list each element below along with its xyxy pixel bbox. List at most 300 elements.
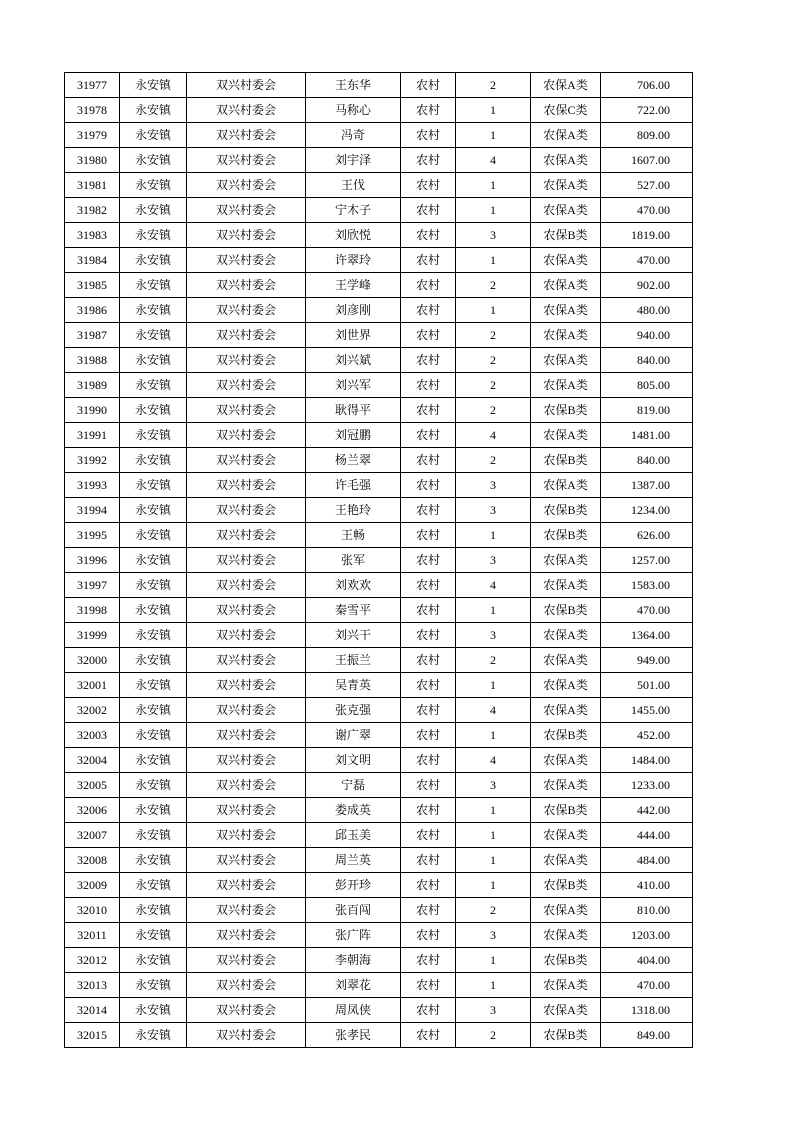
cell-amount: 849.00 xyxy=(601,1023,693,1048)
table-row xyxy=(65,398,693,423)
cell-insurance-category: 农保A类 xyxy=(531,473,601,498)
cell-record-id: 31993 xyxy=(65,473,120,498)
cell-amount: 949.00 xyxy=(601,648,693,673)
cell-amount: 1234.00 xyxy=(601,498,693,523)
cell-person-name: 张克强 xyxy=(306,698,401,723)
cell-insurance-category: 农保A类 xyxy=(531,73,601,98)
cell-record-id: 31986 xyxy=(65,298,120,323)
cell-person-name: 许毛强 xyxy=(306,473,401,498)
cell-insurance-category: 农保A类 xyxy=(531,973,601,998)
cell-village-committee: 双兴村委会 xyxy=(187,698,306,723)
cell-amount: 1484.00 xyxy=(601,748,693,773)
cell-household-count: 4 xyxy=(456,423,531,448)
cell-town: 永安镇 xyxy=(120,1023,187,1048)
cell-amount: 809.00 xyxy=(601,123,693,148)
cell-person-name: 王伐 xyxy=(306,173,401,198)
table-row xyxy=(65,498,693,523)
cell-town: 永安镇 xyxy=(120,523,187,548)
cell-record-id: 31984 xyxy=(65,248,120,273)
cell-record-id: 32006 xyxy=(65,798,120,823)
cell-amount: 1455.00 xyxy=(601,698,693,723)
cell-residence-type: 农村 xyxy=(401,498,456,523)
cell-town: 永安镇 xyxy=(120,898,187,923)
cell-amount: 1203.00 xyxy=(601,923,693,948)
cell-insurance-category: 农保A类 xyxy=(531,173,601,198)
cell-amount: 840.00 xyxy=(601,348,693,373)
cell-town: 永安镇 xyxy=(120,448,187,473)
cell-record-id: 32002 xyxy=(65,698,120,723)
table-row xyxy=(65,823,693,848)
cell-residence-type: 农村 xyxy=(401,848,456,873)
cell-insurance-category: 农保A类 xyxy=(531,673,601,698)
table-row xyxy=(65,248,693,273)
cell-record-id: 31983 xyxy=(65,223,120,248)
cell-town: 永安镇 xyxy=(120,548,187,573)
cell-household-count: 1 xyxy=(456,948,531,973)
table-row xyxy=(65,923,693,948)
cell-person-name: 耿得平 xyxy=(306,398,401,423)
cell-town: 永安镇 xyxy=(120,373,187,398)
cell-household-count: 1 xyxy=(456,848,531,873)
pension-table-body xyxy=(65,73,693,1048)
cell-household-count: 1 xyxy=(456,98,531,123)
cell-record-id: 32001 xyxy=(65,673,120,698)
cell-household-count: 2 xyxy=(456,648,531,673)
cell-person-name: 马称心 xyxy=(306,98,401,123)
cell-record-id: 32010 xyxy=(65,898,120,923)
cell-town: 永安镇 xyxy=(120,73,187,98)
cell-person-name: 邱玉美 xyxy=(306,823,401,848)
cell-insurance-category: 农保A类 xyxy=(531,423,601,448)
cell-village-committee: 双兴村委会 xyxy=(187,773,306,798)
cell-amount: 722.00 xyxy=(601,98,693,123)
cell-person-name: 杨兰翠 xyxy=(306,448,401,473)
cell-household-count: 1 xyxy=(456,598,531,623)
cell-village-committee: 双兴村委会 xyxy=(187,223,306,248)
table-row xyxy=(65,948,693,973)
cell-town: 永安镇 xyxy=(120,998,187,1023)
cell-record-id: 32000 xyxy=(65,648,120,673)
cell-insurance-category: 农保B类 xyxy=(531,798,601,823)
cell-household-count: 4 xyxy=(456,748,531,773)
cell-insurance-category: 农保A类 xyxy=(531,748,601,773)
table-row xyxy=(65,98,693,123)
cell-village-committee: 双兴村委会 xyxy=(187,498,306,523)
cell-person-name: 刘欢欢 xyxy=(306,573,401,598)
cell-household-count: 1 xyxy=(456,723,531,748)
cell-town: 永安镇 xyxy=(120,573,187,598)
cell-residence-type: 农村 xyxy=(401,623,456,648)
cell-town: 永安镇 xyxy=(120,648,187,673)
cell-household-count: 1 xyxy=(456,298,531,323)
cell-record-id: 31977 xyxy=(65,73,120,98)
cell-record-id: 31988 xyxy=(65,348,120,373)
cell-village-committee: 双兴村委会 xyxy=(187,473,306,498)
cell-household-count: 1 xyxy=(456,673,531,698)
cell-residence-type: 农村 xyxy=(401,923,456,948)
cell-town: 永安镇 xyxy=(120,223,187,248)
cell-insurance-category: 农保A类 xyxy=(531,348,601,373)
cell-person-name: 张百闯 xyxy=(306,898,401,923)
cell-residence-type: 农村 xyxy=(401,423,456,448)
cell-residence-type: 农村 xyxy=(401,73,456,98)
cell-record-id: 31996 xyxy=(65,548,120,573)
cell-record-id: 32005 xyxy=(65,773,120,798)
cell-household-count: 4 xyxy=(456,698,531,723)
cell-record-id: 31980 xyxy=(65,148,120,173)
cell-village-committee: 双兴村委会 xyxy=(187,523,306,548)
cell-person-name: 张广阵 xyxy=(306,923,401,948)
table-row xyxy=(65,548,693,573)
cell-household-count: 2 xyxy=(456,373,531,398)
table-row xyxy=(65,73,693,98)
cell-amount: 1607.00 xyxy=(601,148,693,173)
cell-record-id: 31992 xyxy=(65,448,120,473)
cell-insurance-category: 农保A类 xyxy=(531,698,601,723)
cell-residence-type: 农村 xyxy=(401,123,456,148)
cell-household-count: 1 xyxy=(456,123,531,148)
cell-record-id: 31985 xyxy=(65,273,120,298)
cell-amount: 470.00 xyxy=(601,198,693,223)
cell-insurance-category: 农保B类 xyxy=(531,223,601,248)
cell-town: 永安镇 xyxy=(120,323,187,348)
cell-village-committee: 双兴村委会 xyxy=(187,173,306,198)
cell-record-id: 31987 xyxy=(65,323,120,348)
cell-village-committee: 双兴村委会 xyxy=(187,923,306,948)
cell-insurance-category: 农保A类 xyxy=(531,923,601,948)
table-row xyxy=(65,173,693,198)
cell-insurance-category: 农保A类 xyxy=(531,773,601,798)
cell-residence-type: 农村 xyxy=(401,298,456,323)
cell-amount: 404.00 xyxy=(601,948,693,973)
cell-record-id: 31999 xyxy=(65,623,120,648)
cell-residence-type: 农村 xyxy=(401,148,456,173)
cell-amount: 626.00 xyxy=(601,523,693,548)
cell-village-committee: 双兴村委会 xyxy=(187,373,306,398)
cell-residence-type: 农村 xyxy=(401,873,456,898)
table-row xyxy=(65,973,693,998)
cell-insurance-category: 农保B类 xyxy=(531,873,601,898)
cell-village-committee: 双兴村委会 xyxy=(187,898,306,923)
cell-residence-type: 农村 xyxy=(401,523,456,548)
cell-residence-type: 农村 xyxy=(401,798,456,823)
cell-residence-type: 农村 xyxy=(401,573,456,598)
cell-amount: 805.00 xyxy=(601,373,693,398)
cell-insurance-category: 农保A类 xyxy=(531,898,601,923)
cell-residence-type: 农村 xyxy=(401,398,456,423)
cell-record-id: 32008 xyxy=(65,848,120,873)
cell-village-committee: 双兴村委会 xyxy=(187,973,306,998)
cell-town: 永安镇 xyxy=(120,798,187,823)
cell-amount: 527.00 xyxy=(601,173,693,198)
cell-insurance-category: 农保A类 xyxy=(531,373,601,398)
cell-village-committee: 双兴村委会 xyxy=(187,248,306,273)
table-row xyxy=(65,423,693,448)
cell-amount: 1233.00 xyxy=(601,773,693,798)
cell-residence-type: 农村 xyxy=(401,648,456,673)
cell-village-committee: 双兴村委会 xyxy=(187,573,306,598)
cell-town: 永安镇 xyxy=(120,923,187,948)
cell-village-committee: 双兴村委会 xyxy=(187,273,306,298)
table-row xyxy=(65,223,693,248)
cell-amount: 1318.00 xyxy=(601,998,693,1023)
cell-residence-type: 农村 xyxy=(401,698,456,723)
cell-person-name: 宁磊 xyxy=(306,773,401,798)
cell-insurance-category: 农保A类 xyxy=(531,823,601,848)
cell-household-count: 1 xyxy=(456,873,531,898)
cell-household-count: 1 xyxy=(456,973,531,998)
cell-residence-type: 农村 xyxy=(401,973,456,998)
cell-record-id: 31979 xyxy=(65,123,120,148)
cell-residence-type: 农村 xyxy=(401,1023,456,1048)
cell-residence-type: 农村 xyxy=(401,273,456,298)
cell-amount: 480.00 xyxy=(601,298,693,323)
cell-person-name: 刘文明 xyxy=(306,748,401,773)
cell-insurance-category: 农保B类 xyxy=(531,598,601,623)
cell-household-count: 3 xyxy=(456,498,531,523)
cell-insurance-category: 农保B类 xyxy=(531,448,601,473)
cell-record-id: 31995 xyxy=(65,523,120,548)
table-row xyxy=(65,623,693,648)
cell-record-id: 31990 xyxy=(65,398,120,423)
table-row xyxy=(65,748,693,773)
cell-town: 永安镇 xyxy=(120,748,187,773)
cell-household-count: 4 xyxy=(456,148,531,173)
cell-record-id: 32012 xyxy=(65,948,120,973)
cell-person-name: 刘世界 xyxy=(306,323,401,348)
cell-town: 永安镇 xyxy=(120,723,187,748)
cell-household-count: 3 xyxy=(456,773,531,798)
cell-person-name: 周凤侠 xyxy=(306,998,401,1023)
cell-household-count: 3 xyxy=(456,998,531,1023)
cell-insurance-category: 农保A类 xyxy=(531,248,601,273)
table-row xyxy=(65,598,693,623)
table-row xyxy=(65,673,693,698)
cell-residence-type: 农村 xyxy=(401,323,456,348)
cell-record-id: 31989 xyxy=(65,373,120,398)
cell-town: 永安镇 xyxy=(120,948,187,973)
table-row xyxy=(65,323,693,348)
cell-record-id: 32015 xyxy=(65,1023,120,1048)
cell-record-id: 32011 xyxy=(65,923,120,948)
cell-insurance-category: 农保C类 xyxy=(531,98,601,123)
cell-household-count: 3 xyxy=(456,623,531,648)
cell-amount: 810.00 xyxy=(601,898,693,923)
cell-village-committee: 双兴村委会 xyxy=(187,348,306,373)
cell-residence-type: 农村 xyxy=(401,723,456,748)
cell-person-name: 刘翠花 xyxy=(306,973,401,998)
cell-town: 永安镇 xyxy=(120,498,187,523)
cell-town: 永安镇 xyxy=(120,348,187,373)
table-row xyxy=(65,773,693,798)
cell-residence-type: 农村 xyxy=(401,948,456,973)
cell-record-id: 32013 xyxy=(65,973,120,998)
pension-table xyxy=(64,72,693,1048)
cell-amount: 1819.00 xyxy=(601,223,693,248)
cell-village-committee: 双兴村委会 xyxy=(187,623,306,648)
cell-amount: 470.00 xyxy=(601,973,693,998)
cell-insurance-category: 农保A类 xyxy=(531,198,601,223)
cell-village-committee: 双兴村委会 xyxy=(187,848,306,873)
cell-household-count: 2 xyxy=(456,898,531,923)
cell-person-name: 刘彦刚 xyxy=(306,298,401,323)
cell-amount: 840.00 xyxy=(601,448,693,473)
cell-amount: 484.00 xyxy=(601,848,693,873)
cell-person-name: 李朝海 xyxy=(306,948,401,973)
cell-household-count: 3 xyxy=(456,223,531,248)
cell-person-name: 周兰英 xyxy=(306,848,401,873)
cell-village-committee: 双兴村委会 xyxy=(187,98,306,123)
cell-town: 永安镇 xyxy=(120,623,187,648)
cell-village-committee: 双兴村委会 xyxy=(187,998,306,1023)
cell-village-committee: 双兴村委会 xyxy=(187,398,306,423)
cell-amount: 444.00 xyxy=(601,823,693,848)
cell-amount: 470.00 xyxy=(601,248,693,273)
cell-person-name: 刘冠鹏 xyxy=(306,423,401,448)
cell-residence-type: 农村 xyxy=(401,98,456,123)
cell-household-count: 1 xyxy=(456,798,531,823)
cell-village-committee: 双兴村委会 xyxy=(187,298,306,323)
cell-residence-type: 农村 xyxy=(401,448,456,473)
cell-amount: 442.00 xyxy=(601,798,693,823)
cell-residence-type: 农村 xyxy=(401,198,456,223)
cell-village-committee: 双兴村委会 xyxy=(187,148,306,173)
table-row xyxy=(65,898,693,923)
cell-household-count: 3 xyxy=(456,548,531,573)
cell-town: 永安镇 xyxy=(120,848,187,873)
cell-amount: 452.00 xyxy=(601,723,693,748)
cell-person-name: 王学峰 xyxy=(306,273,401,298)
cell-residence-type: 农村 xyxy=(401,823,456,848)
table-row xyxy=(65,273,693,298)
cell-person-name: 张孝民 xyxy=(306,1023,401,1048)
cell-person-name: 张军 xyxy=(306,548,401,573)
cell-household-count: 2 xyxy=(456,73,531,98)
cell-person-name: 刘兴斌 xyxy=(306,348,401,373)
table-row xyxy=(65,123,693,148)
cell-insurance-category: 农保A类 xyxy=(531,323,601,348)
cell-town: 永安镇 xyxy=(120,198,187,223)
table-row xyxy=(65,523,693,548)
cell-amount: 1364.00 xyxy=(601,623,693,648)
cell-person-name: 王艳玲 xyxy=(306,498,401,523)
cell-record-id: 32009 xyxy=(65,873,120,898)
cell-insurance-category: 农保B类 xyxy=(531,1023,601,1048)
cell-insurance-category: 农保B类 xyxy=(531,398,601,423)
cell-insurance-category: 农保A类 xyxy=(531,648,601,673)
table-row xyxy=(65,148,693,173)
cell-person-name: 刘欣悦 xyxy=(306,223,401,248)
table-row xyxy=(65,448,693,473)
cell-household-count: 4 xyxy=(456,573,531,598)
cell-town: 永安镇 xyxy=(120,823,187,848)
cell-residence-type: 农村 xyxy=(401,598,456,623)
cell-insurance-category: 农保A类 xyxy=(531,998,601,1023)
table-row xyxy=(65,573,693,598)
cell-person-name: 王畅 xyxy=(306,523,401,548)
cell-amount: 470.00 xyxy=(601,598,693,623)
cell-person-name: 刘兴军 xyxy=(306,373,401,398)
cell-record-id: 31981 xyxy=(65,173,120,198)
cell-record-id: 32014 xyxy=(65,998,120,1023)
cell-person-name: 彭开珍 xyxy=(306,873,401,898)
cell-town: 永安镇 xyxy=(120,248,187,273)
cell-amount: 902.00 xyxy=(601,273,693,298)
cell-village-committee: 双兴村委会 xyxy=(187,648,306,673)
cell-insurance-category: 农保B类 xyxy=(531,498,601,523)
cell-amount: 410.00 xyxy=(601,873,693,898)
cell-insurance-category: 农保A类 xyxy=(531,148,601,173)
cell-village-committee: 双兴村委会 xyxy=(187,448,306,473)
cell-amount: 1387.00 xyxy=(601,473,693,498)
cell-town: 永安镇 xyxy=(120,698,187,723)
table-row xyxy=(65,848,693,873)
cell-town: 永安镇 xyxy=(120,598,187,623)
cell-household-count: 3 xyxy=(456,473,531,498)
cell-residence-type: 农村 xyxy=(401,548,456,573)
cell-residence-type: 农村 xyxy=(401,673,456,698)
cell-amount: 501.00 xyxy=(601,673,693,698)
table-row xyxy=(65,348,693,373)
table-row xyxy=(65,198,693,223)
cell-amount: 1257.00 xyxy=(601,548,693,573)
table-row xyxy=(65,998,693,1023)
cell-household-count: 1 xyxy=(456,198,531,223)
cell-residence-type: 农村 xyxy=(401,748,456,773)
cell-town: 永安镇 xyxy=(120,398,187,423)
cell-person-name: 刘宇泽 xyxy=(306,148,401,173)
cell-residence-type: 农村 xyxy=(401,998,456,1023)
cell-village-committee: 双兴村委会 xyxy=(187,798,306,823)
cell-village-committee: 双兴村委会 xyxy=(187,948,306,973)
cell-village-committee: 双兴村委会 xyxy=(187,1023,306,1048)
cell-household-count: 3 xyxy=(456,923,531,948)
cell-town: 永安镇 xyxy=(120,773,187,798)
cell-record-id: 31982 xyxy=(65,198,120,223)
cell-person-name: 王振兰 xyxy=(306,648,401,673)
cell-record-id: 31991 xyxy=(65,423,120,448)
cell-village-committee: 双兴村委会 xyxy=(187,123,306,148)
cell-household-count: 2 xyxy=(456,448,531,473)
cell-insurance-category: 农保A类 xyxy=(531,573,601,598)
cell-amount: 940.00 xyxy=(601,323,693,348)
cell-town: 永安镇 xyxy=(120,273,187,298)
table-row xyxy=(65,473,693,498)
cell-town: 永安镇 xyxy=(120,298,187,323)
cell-household-count: 2 xyxy=(456,398,531,423)
cell-insurance-category: 农保B类 xyxy=(531,523,601,548)
cell-insurance-category: 农保A类 xyxy=(531,548,601,573)
cell-insurance-category: 农保A类 xyxy=(531,123,601,148)
cell-person-name: 娄成英 xyxy=(306,798,401,823)
cell-person-name: 秦雪平 xyxy=(306,598,401,623)
table-row xyxy=(65,298,693,323)
cell-insurance-category: 农保B类 xyxy=(531,723,601,748)
cell-village-committee: 双兴村委会 xyxy=(187,748,306,773)
cell-residence-type: 农村 xyxy=(401,173,456,198)
cell-village-committee: 双兴村委会 xyxy=(187,873,306,898)
cell-household-count: 1 xyxy=(456,523,531,548)
cell-record-id: 31998 xyxy=(65,598,120,623)
cell-town: 永安镇 xyxy=(120,173,187,198)
cell-residence-type: 农村 xyxy=(401,373,456,398)
cell-insurance-category: 农保A类 xyxy=(531,298,601,323)
cell-insurance-category: 农保B类 xyxy=(531,948,601,973)
cell-household-count: 2 xyxy=(456,1023,531,1048)
cell-residence-type: 农村 xyxy=(401,223,456,248)
table-row xyxy=(65,648,693,673)
cell-amount: 819.00 xyxy=(601,398,693,423)
